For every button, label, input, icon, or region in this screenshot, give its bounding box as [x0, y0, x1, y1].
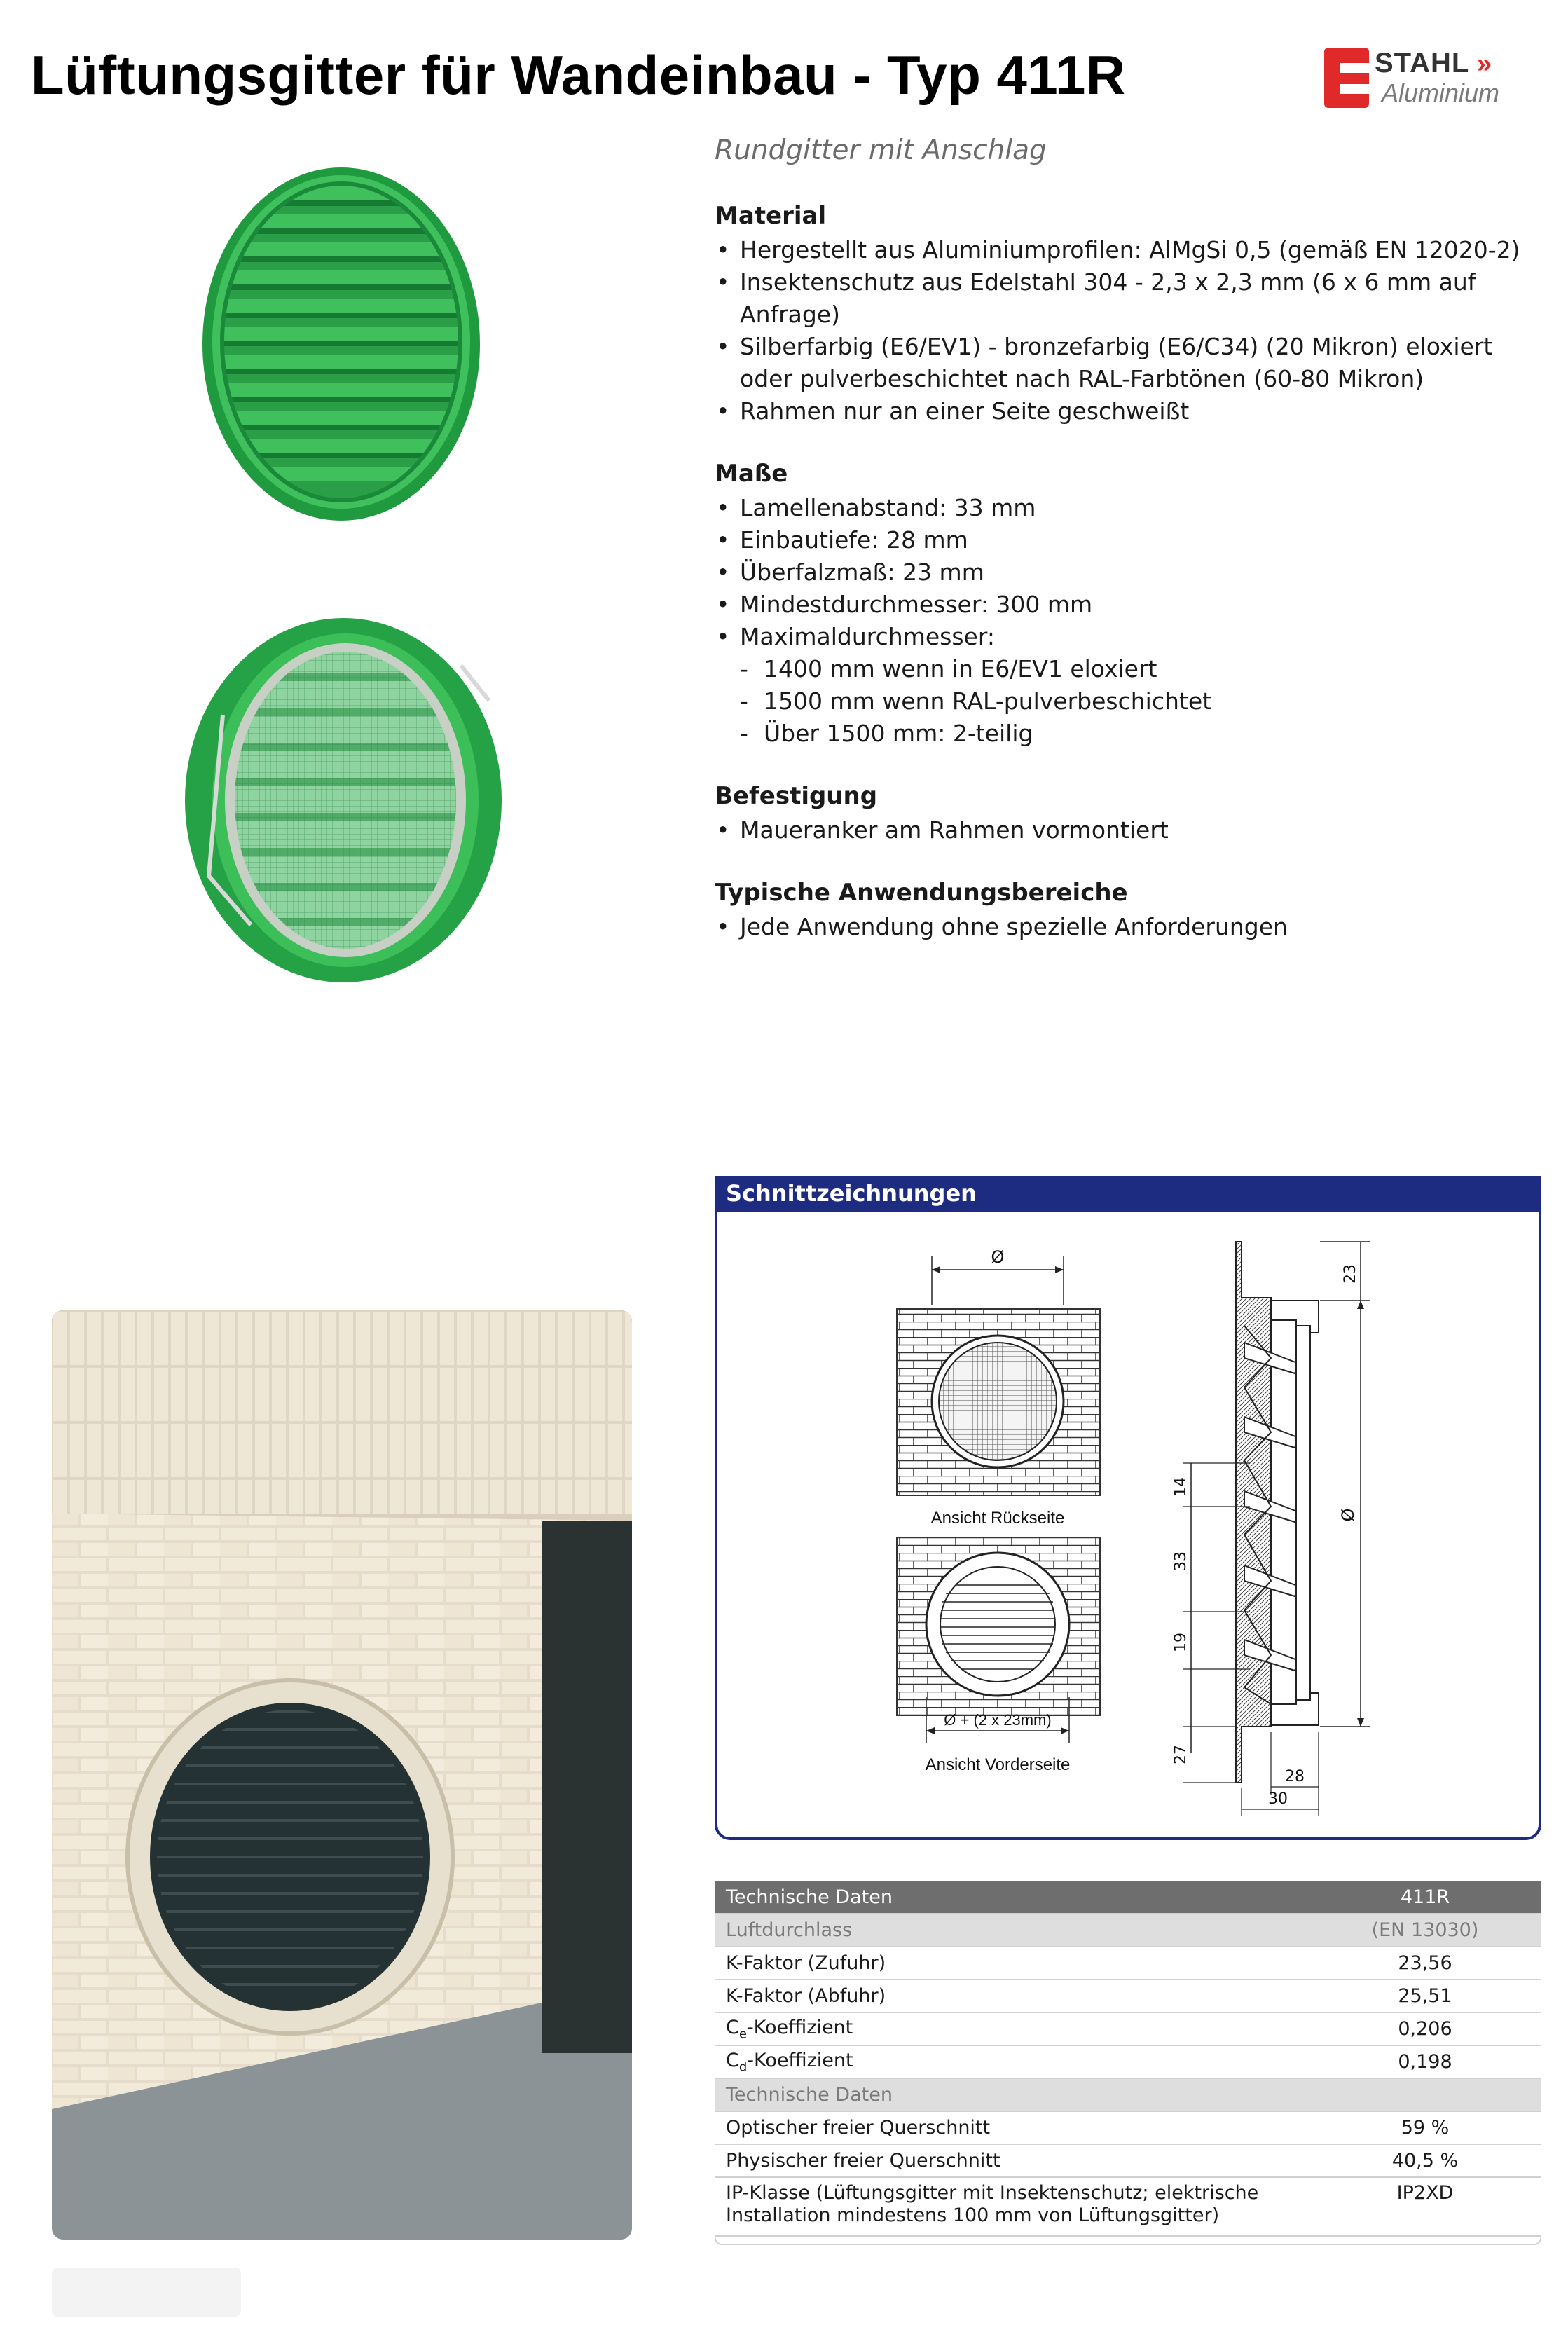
- table-cell-value: 59 %: [1309, 2111, 1541, 2144]
- table-cell-value: 25,51: [1309, 1980, 1541, 2012]
- table-section-row: [715, 2078, 1541, 2111]
- logo-brand-text: STAHL: [1375, 48, 1470, 78]
- installation-photo: [52, 1310, 632, 2240]
- table-cell-label: [715, 2045, 1309, 2078]
- faded-footer-mark: [52, 2268, 241, 2317]
- dim-27-label: 27: [1172, 1745, 1190, 1764]
- list-item: • Überfalzmaß: 23 mm: [715, 556, 1541, 589]
- list-item: • Jede Anwendung ohne spezielle Anforderungen: [715, 911, 1541, 943]
- dim-diameter-label: Ø: [1338, 1508, 1358, 1522]
- list-item: • Hergestellt aus Aluminiumprofilen: AlMgSi 0,5 (gemäß EN 12020-2): [715, 234, 1541, 266]
- dim-14-label: 14: [1172, 1477, 1190, 1497]
- ce-subscript: e: [738, 2026, 747, 2042]
- table-cell-label: Optischer freier Querschnitt: [715, 2111, 1309, 2144]
- table-row: [715, 2045, 1541, 2078]
- table-cell-value: 0,206: [1309, 2012, 1541, 2045]
- cd-prefix: C: [726, 2049, 739, 2071]
- drawing-heading: Schnittzeichnungen: [726, 1180, 977, 1207]
- ce-suffix: -Koeffizient: [746, 2016, 853, 2038]
- table-section-row: [715, 1914, 1541, 1947]
- list-item: • Mindestdurchmesser: 300 mm: [715, 589, 1541, 621]
- list-item: • Lamellenabstand: 33 mm: [715, 492, 1541, 524]
- table-cell-value: 40,5 %: [1309, 2144, 1541, 2177]
- list-item: • Rahmen nur an einer Seite geschweißt: [715, 395, 1541, 427]
- table-row: [715, 2111, 1541, 2144]
- table-row: [715, 1980, 1541, 2012]
- technical-drawing: [717, 1214, 1539, 1830]
- sub-list-item: - Über 1500 mm: 2-teilig: [715, 718, 1541, 750]
- cd-suffix: -Koeffizient: [747, 2049, 853, 2071]
- back-view-label: Ansicht Rückseite: [930, 1509, 1065, 1528]
- table-row: [715, 2144, 1541, 2177]
- dim-top-label: 23: [1342, 1264, 1359, 1284]
- table-section-label: Technische Daten: [715, 2078, 1309, 2111]
- table-cell-label: [715, 2012, 1309, 2045]
- table-cell-value: 23,56: [1309, 1947, 1541, 1980]
- list-item: • Maximaldurchmesser:: [715, 621, 1541, 653]
- dim-28-label: 28: [1285, 1768, 1305, 1785]
- product-back-image: [181, 610, 517, 995]
- back-diameter-label: Ø: [991, 1247, 1005, 1267]
- table-section-value: [1309, 2078, 1541, 2111]
- material-list: [715, 234, 1541, 427]
- front-dimension-label: Ø + (2 x 23mm): [944, 1711, 1052, 1729]
- table-bottom-border: [715, 2238, 1541, 2245]
- table-row: [715, 1947, 1541, 1980]
- ce-prefix: C: [726, 2016, 739, 2038]
- section-drawing-panel: [715, 1176, 1541, 1840]
- material-section: [715, 202, 1541, 427]
- dim-19-label: 19: [1172, 1633, 1190, 1652]
- list-item: • Silberfarbig (E6/EV1) - bronzefarbig (E6/C34) (20 Mikron) eloxiert oder pulverbeschichtet nach RAL-Farbtönen (60-80 Mikron): [715, 331, 1541, 395]
- befestigung-heading: Befestigung: [715, 782, 878, 810]
- befestigung-list: [715, 814, 1541, 846]
- page-title: Lüftungsgitter für Wandeinbau - Typ 411R: [31, 44, 1126, 106]
- anwendung-section: [715, 879, 1541, 943]
- table-cell-label: K-Faktor (Abfuhr): [715, 1980, 1309, 2012]
- product-front-image: [184, 158, 499, 530]
- product-subtitle: Rundgitter mit Anschlag: [715, 135, 1047, 166]
- table-cell-value: 0,198: [1309, 2045, 1541, 2078]
- list-item: • Einbautiefe: 28 mm: [715, 524, 1541, 556]
- befestigung-section: [715, 782, 1541, 846]
- table-cell-label: [715, 2177, 1309, 2236]
- table-cell-label: K-Faktor (Zufuhr): [715, 1947, 1309, 1980]
- sub-list-item: - 1500 mm wenn RAL-pulverbeschichtet: [715, 685, 1541, 718]
- dim-33-label: 33: [1172, 1551, 1190, 1571]
- logo-arrows-icon: »: [1477, 49, 1492, 78]
- technical-data-table: [715, 1881, 1541, 2237]
- anwendung-list: [715, 911, 1541, 943]
- table-section-label: Luftdurchlass: [715, 1914, 1309, 1947]
- table-header-value: 411R: [1309, 1881, 1541, 1914]
- table-row: [715, 2012, 1541, 2045]
- table-header-label: Technische Daten: [715, 1881, 1309, 1914]
- logo-e-icon: [1324, 48, 1369, 108]
- cd-subscript: d: [738, 2059, 748, 2075]
- table-section-value: (EN 13030): [1309, 1914, 1541, 1947]
- masse-section: [715, 460, 1541, 750]
- list-item: • Insektenschutz aus Edelstahl 304 - 2,3 x 2,3 mm (6 x 6 mm auf Anfrage): [715, 266, 1541, 331]
- table-header-row: [715, 1881, 1541, 1914]
- logo-sub-text: Aluminium: [1382, 78, 1500, 107]
- ip-label-line1: IP-Klasse (Lüftungsgitter mit Insektenschutz; elektrische: [726, 2182, 1259, 2204]
- masse-list: [715, 492, 1541, 750]
- anwendung-heading: Typische Anwendungsbereiche: [715, 879, 1128, 907]
- table-row: [715, 2177, 1541, 2236]
- front-view-label: Ansicht Vorderseite: [925, 1755, 1071, 1774]
- list-item: • Maueranker am Rahmen vormontiert: [715, 814, 1541, 846]
- material-heading: Material: [715, 202, 827, 230]
- drawing-header: [715, 1176, 1541, 1212]
- dim-30-label: 30: [1268, 1790, 1288, 1808]
- sub-list-item: - 1400 mm wenn in E6/EV1 eloxiert: [715, 653, 1541, 685]
- table-cell-label: Physischer freier Querschnitt: [715, 2144, 1309, 2177]
- table-cell-value: IP2XD: [1309, 2177, 1541, 2236]
- brand-logo: [1324, 46, 1534, 111]
- ip-label-line2: Installation mindestens 100 mm von Lüftungsgitter): [726, 2204, 1220, 2226]
- masse-heading: Maße: [715, 460, 788, 488]
